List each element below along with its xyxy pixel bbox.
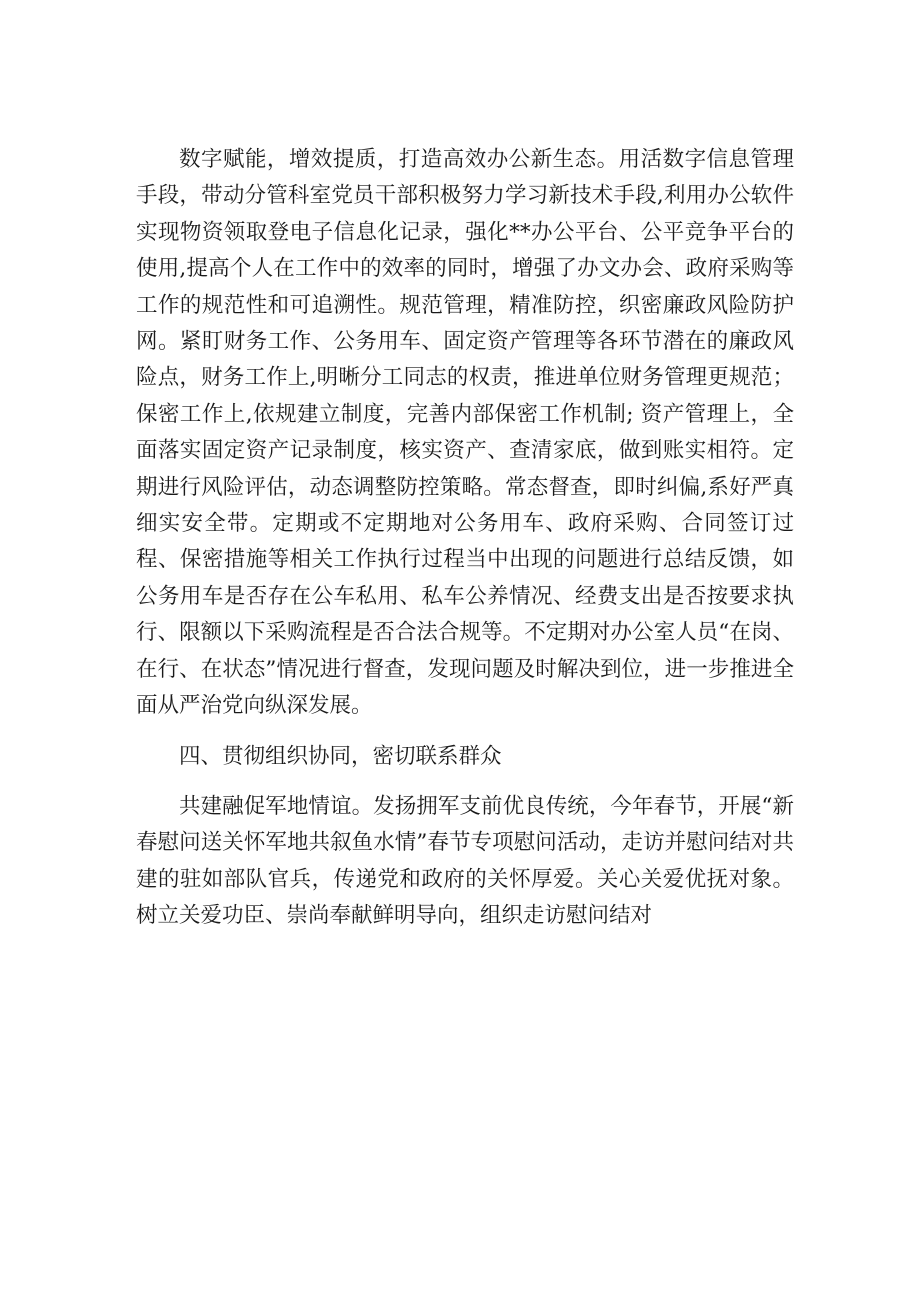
- section-heading-four: 四、贯彻组织协同，密切联系群众: [179, 743, 502, 769]
- document-body: [136, 142, 794, 935]
- body-paragraph-digital-office: 数字赋能，增效提质，打造高效办公新生态。用活数字信息管理手段，带动分管科室党员干部积极努力学习新技术手段,利用办公软件实现物资领取登电子信息化记录，强化**办公平台、公平竞争平台的使用,提高个人在工作中的效率的同时，增强了办文办会、政府采购等工作的规范性和可追溯性。规范管理，精准防控，织密廉政风险防护网。紧盯财务工作、公务用车、固定资产管理等各环节潜在的廉政风险点，财务工作上,明晰分工同志的权责，推进单位财务管理更规范；保密工作上,依规建立制度，完善内部保密工作机制; 资产管理上，全面落实固定资产记录制度，核实资产、查清家底，做到账实相符。定期进行风险评估，动态调整防控策略。常态督查，即时纠偏,系好严真细实安全带。定期或不定期地对公务用车、政府采购、合同签订过程、保密措施等相关工作执行过程当中出现的问题进行总结反馈，如公务用车是否存在公车私用、私车公养情况、经费支出是否按要求执行、限额以下采购流程是否合法合规等。不定期对办公室人员“在岗、在行、在状态”情况进行督查，发现问题及时解决到位，进一步推进全面从严治党向纵深发展。: [136, 147, 794, 719]
- body-paragraph-military-civil: 共建融促军地情谊。发扬拥军支前优良传统，今年春节，开展“新春慰问送关怀军地共叙鱼水情”春节专项慰问活动，走访并慰问结对共建的驻如部队官兵，传递党和政府的关怀厚爱。关心关爱优抚对象。树立关爱功臣、崇尚奉献鲜明导向，组织走访慰问结对: [136, 793, 794, 929]
